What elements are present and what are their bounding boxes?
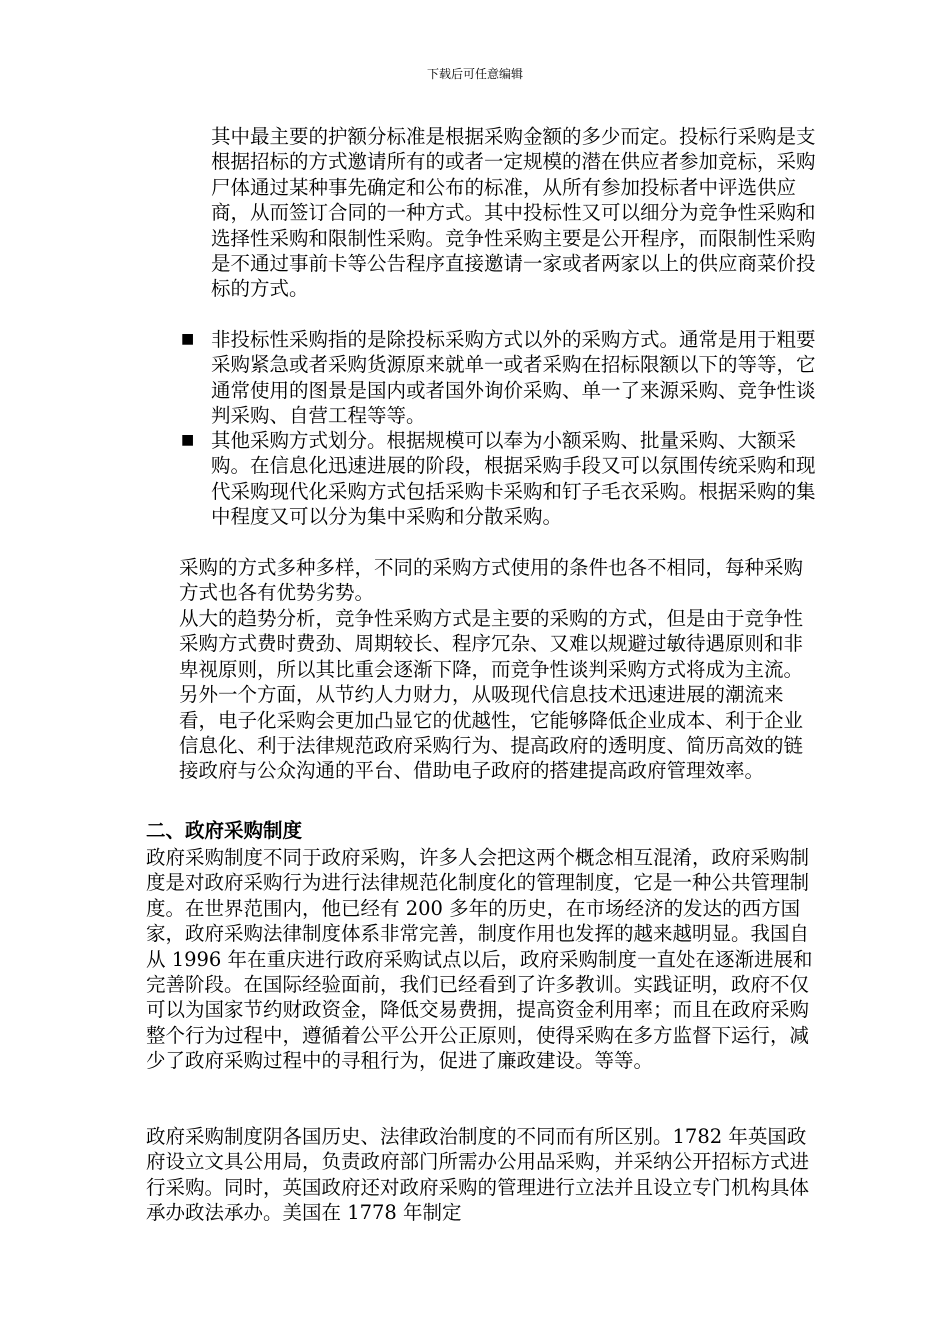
paragraph-methods-summary: 采购的方式多种多样，不同的采购方式使用的条件也各不相同，每种采购方式也各有优势劣势。 [179, 556, 804, 605]
bullet-item-other-methods: 其他采购方式划分。根据规模可以奉为小额采购、批量采购、大额采购。在信息化迅速进展的阶段，根据采购手段又可以氛围传统采购和现代采购现代化采购方式包括采购卡采购和钉子毛衣采购。根据采购的集中程度又可以分为集中采购和分散采购。 [211, 429, 816, 529]
bullet-marker-1: ■ [181, 331, 195, 347]
bullet-marker-2: ■ [181, 432, 195, 448]
page-header: 下载后可任意编辑 [426, 67, 523, 81]
paragraph-trend-analysis: 从大的趋势分析，竞争性采购方式是主要的采购的方式，但是由于竞争性采购方式费时费劲、周期较长、程序冗杂、又难以规避过敏待遇原则和非卑视原则，所以其比重会逐渐下降，而竞争性谈判采购方式将成为主流。另外一个方面，从节约人力财力，从吸现代信息技术迅速进展的潮流来看，电子化采购会更加凸显它的优越性，它能够降低企业成本、利于企业信息化、利于法律规范政府采购行为、提高政府的透明度、简历高效的链接政府与公众沟通的平台、借助电子政府的搭建提高政府管理效率。 [179, 607, 804, 783]
paragraph-procurement-system: 政府采购制度不同于政府采购，许多人会把这两个概念相互混淆，政府采购制度是对政府采购行为进行法律规范化制度化的管理制度，它是一种公共管理制度。在世界范围内，他已经有 200 多年的历史，在市场经济的发达的西方国家，政府采购法律制度体系非常完善，制度作用也发挥的越来越明显。我国自从 1996 年在重庆进行政府采购试点以后，政府采购制度一直处在逐渐进展和完善阶段。在国际经验面前，我们已经看到了许多教训。实践证明，政府不仅可以为国家节约财政资金，降低交易费拥，提高资金利用率；而且在政府采购整个行为过程中，遵循着公平公开公正原则，使得采购在多方监督下运行，减少了政府采购过程中的寻租行为，促进了廉政建设。等等。 [146, 846, 813, 1073]
paragraph-procurement-history: 政府采购制度阴各国历史、法律政治制度的不同而有所区别。1782 年英国政府设立文具公用局，负责政府部门所需办公用品采购，并采纳公开招标方式进行采购。同时，英国政府还对政府采购的管理进行立法并且设立专门机构具体承办政法承办。美国在 1778 年制定 [146, 1125, 810, 1225]
section-heading: 二、政府采购制度 [146, 819, 303, 842]
bullet-item-non-bidding: 非投标性采购指的是除投标采购方式以外的采购方式。通常是用于粗要采购紧急或者采购货源原来就单一或者采购在招标限额以下的等等，它通常使用的图景是国内或者国外询价采购、单一了来源采购、竞争性谈判采购、自营工程等等。 [211, 328, 816, 428]
paragraph-bidding-intro: 其中最主要的护额分标准是根据采购金额的多少而定。投标行采购是支根据招标的方式邀请所有的或者一定规模的潜在供应者参加竞标，采购尸体通过某种事先确定和公布的标准，从所有参加投标者中评选供应商，从而签订合同的一种方式。其中投标性又可以细分为竞争性采购和选择性采购和限制性采购。竞争性采购主要是公开程序，而限制性采购是不通过事前卡等公告程序直接邀请一家或者两家以上的供应商菜价投标的方式。 [211, 125, 816, 301]
